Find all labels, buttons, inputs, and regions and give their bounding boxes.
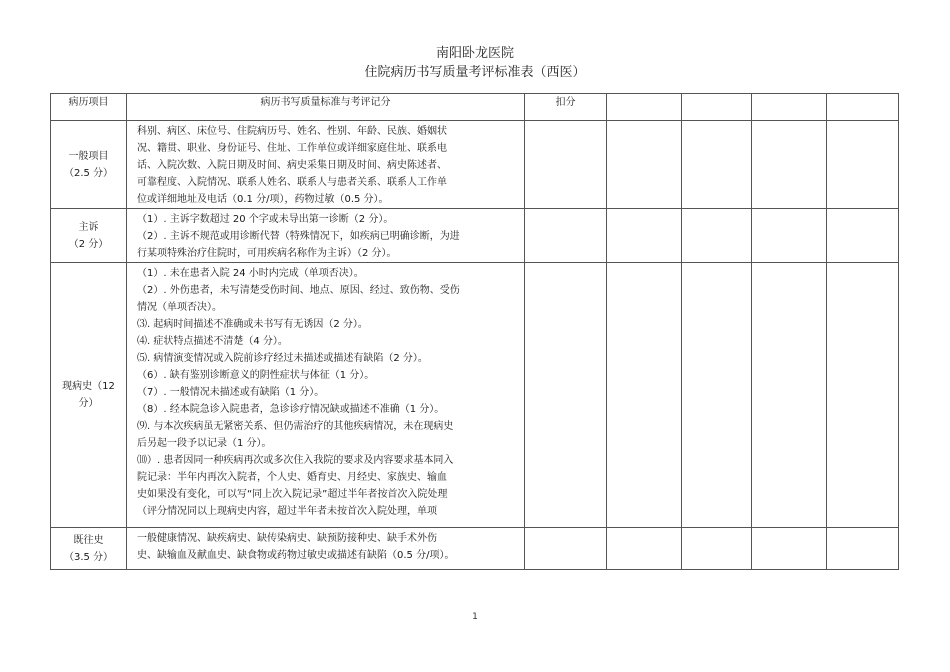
- standard-line: （1）. 主诉字数超过 20 个字或未导出第一诊断（2 分）。: [137, 214, 394, 225]
- score-cell[interactable]: [752, 263, 827, 528]
- score-cell[interactable]: [827, 263, 899, 528]
- score-cell[interactable]: [607, 121, 682, 209]
- standard-line: （7）. 一般情况未描述或有缺陷（1 分）。: [137, 387, 325, 398]
- section-name: 主诉: [78, 221, 99, 233]
- standard-line: ⑷. 症状特点描述不清楚（4 分）。: [137, 336, 288, 347]
- section-standard-general: [127, 121, 525, 209]
- page-number: 1: [472, 612, 478, 622]
- score-cell[interactable]: [682, 209, 752, 263]
- standard-line: 可靠程度、入院情况、联系人姓名、联系人与患者关系、联系人工作单: [137, 177, 447, 188]
- standard-line: 史、缺输血及献血史、缺食物或药物过敏史或描述有缺陷（0.5 分/项）。: [137, 550, 455, 561]
- standard-line: （6）. 缺有鉴别诊断意义的阴性症状与体征（1 分）。: [137, 370, 375, 381]
- section-score: 分）: [78, 398, 99, 409]
- quality-standard-table: [50, 93, 899, 570]
- score-cell[interactable]: [607, 209, 682, 263]
- table-row-present-illness: [51, 263, 899, 528]
- hospital-name: 南阳卧龙医院: [435, 46, 514, 61]
- deduct-cell[interactable]: [525, 209, 607, 263]
- standard-line: 院记录：半年内再次入院者，个人史、婚育史、月经史、家族史、输血: [137, 472, 447, 483]
- score-cell[interactable]: [607, 263, 682, 528]
- blank-header-cell: [607, 94, 682, 121]
- section-score: （2.5 分）: [63, 167, 114, 179]
- section-name: 既往史: [73, 534, 104, 546]
- table-row-general: [51, 121, 899, 209]
- score-cell[interactable]: [752, 209, 827, 263]
- section-name: 现病史（12: [62, 381, 115, 392]
- score-cell[interactable]: [682, 263, 752, 528]
- section-score: （3.5 分）: [63, 551, 114, 563]
- section-label-present-illness: [51, 263, 127, 528]
- column-header-standard: 病历书写质量标准与考评记分: [127, 94, 525, 121]
- header-row: [51, 94, 899, 121]
- blank-header-cell: [827, 94, 899, 121]
- section-name: 一般项目: [68, 150, 109, 162]
- section-label-chief-complaint: [51, 209, 127, 263]
- deduct-cell[interactable]: [525, 528, 607, 570]
- standard-line: 后另起一段予以记录（1 分）。: [137, 438, 272, 449]
- deduct-cell[interactable]: [525, 121, 607, 209]
- section-label-past-history: [51, 528, 127, 570]
- standard-line: （2）. 外伤患者，未写清楚受伤时间、地点、原因、经过、致伤物、受伤: [137, 285, 460, 296]
- standard-line: 行某项特殊治疗住院时，可用疾病名称作为主诉）（2 分）。: [137, 248, 397, 259]
- standard-line: ⑶. 起病时间描述不准确或未书写有无诱因（2 分）。: [137, 319, 368, 330]
- standard-line: ⑸. 病情演变情况或入院前诊疗经过未描述或描述有缺陷（2 分）。: [137, 353, 428, 364]
- blank-header-cell: [682, 94, 752, 121]
- standard-line: 位或详细地址及电话（0.1 分/项），药物过敏（0.5 分）。: [137, 194, 389, 205]
- score-cell[interactable]: [682, 121, 752, 209]
- standard-line: 科别、病区、床位号、住院病历号、姓名、性别、年龄、民族、婚姻状: [137, 126, 447, 137]
- standard-line: 一般健康情况、缺疾病史、缺传染病史、缺预防接种史、缺手术外伤: [137, 533, 437, 544]
- standard-line: ⑼. 与本次疾病虽无紧密关系、但仍需治疗的其他疾病情况，未在现病史: [137, 421, 454, 432]
- section-standard-present-illness: [127, 263, 525, 528]
- score-cell[interactable]: [827, 209, 899, 263]
- section-label-general: [51, 121, 127, 209]
- column-header-deduct: 扣分: [525, 94, 607, 121]
- score-cell[interactable]: [682, 528, 752, 570]
- section-standard-past-history: [127, 528, 525, 570]
- score-cell[interactable]: [827, 121, 899, 209]
- standard-line: （评分情况同以上现病史内容，超过半年者未按首次入院处理，单项: [137, 506, 437, 517]
- standard-line: ⑽）. 患者因同一种疾病再次或多次住入我院的要求及内容要求基本同入: [137, 455, 454, 466]
- standard-line: 史如果没有变化，可以写“同上次入院记录”超过半年者按首次入院处理: [137, 489, 448, 500]
- standard-line: （1）. 未在患者入院 24 小时内完成（单项否决）。: [137, 268, 364, 279]
- standard-line: 情况（单项否决）。: [137, 302, 222, 313]
- blank-header-cell: [752, 94, 827, 121]
- standard-line: 话、入院次数、入院日期及时间、病史采集日期及时间、病史陈述者、: [137, 160, 447, 171]
- score-cell[interactable]: [752, 528, 827, 570]
- standard-line: （8）. 经本院急诊入院患者，急诊诊疗情况缺或描述不准确（1 分）。: [137, 404, 445, 415]
- score-cell[interactable]: [827, 528, 899, 570]
- section-standard-chief-complaint: [127, 209, 525, 263]
- deduct-cell[interactable]: [525, 263, 607, 528]
- score-cell[interactable]: [607, 528, 682, 570]
- section-score: （2 分）: [68, 238, 109, 250]
- standard-line: （2）. 主诉不规范或用诊断代替（特殊情况下，如疾病已明确诊断，为进: [137, 231, 460, 242]
- table-row-chief-complaint: [51, 209, 899, 263]
- score-cell[interactable]: [752, 121, 827, 209]
- column-header-item: 病历项目: [51, 94, 127, 121]
- table-row-past-history: [51, 528, 899, 570]
- page-title: 住院病历书写质量考评标准表（西医）: [364, 65, 586, 80]
- standard-line: 况、籍贯、职业、身份证号、住址、工作单位或详细家庭住址、联系电: [137, 143, 447, 154]
